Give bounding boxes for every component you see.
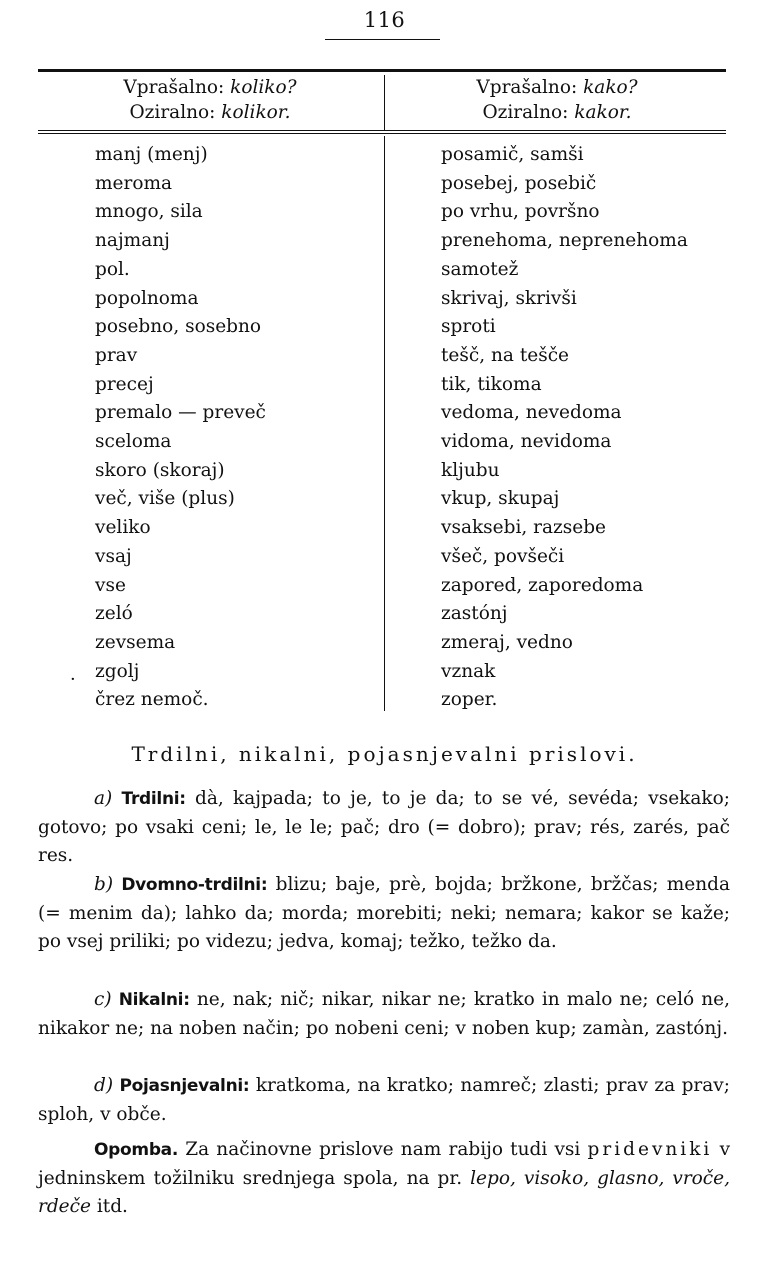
left-item: sceloma [95,431,172,453]
right-item: posamič, samši [441,144,584,165]
right-item: vkup, skupaj [441,488,560,510]
paragraph-b-text: blizu; baje, prè, bojda; bržkone, bržčas; menda (= menim da); lahko da; morda; morebiti; neki; nemara; kakor se kaže; po vsej priliki; po videzu; jedva, komaj; težko, težko da. [38,874,730,953]
marker-c: c) [94,989,112,1010]
right-header-word1: kako? [583,77,638,98]
table-header-rule-double [38,133,726,134]
term-opomba: Opomba. [94,1140,179,1160]
margin-dot: · [70,669,76,690]
paragraph-c-text: ne, nak; nič; nikar, nikar ne; kratko in malo ne; celó ne, nikakor ne; na noben način; po nobeni ceni; v noben kup; zamàn, zastónj. [38,989,730,1039]
left-item: pol. [95,258,130,280]
right-header-line2 [392,100,722,125]
left-item: črez nemoč. [95,689,209,711]
left-adverb-list [95,141,266,715]
left-item: posebno, sosebno [95,316,262,338]
right-item: kljubu [441,459,500,481]
left-item: veliko [95,517,151,539]
left-header-line2 [40,100,380,125]
right-item: vidoma, nevidoma [441,431,612,453]
paragraph-d [38,1072,730,1129]
term-nikalni: Nikalni: [118,990,190,1010]
right-header-label2: Oziralno: [482,102,569,123]
left-header-label1: Vprašalno: [123,77,225,98]
right-item: všeč, povšeči [441,545,565,567]
right-header-label1: Vprašalno: [476,77,578,98]
right-item: zmeraj, vedno [441,631,573,653]
right-item: tešč, na tešče [441,344,570,366]
right-item: posebej, posebič [441,172,597,194]
right-header-line1 [392,75,722,100]
table-column-divider [384,136,385,711]
marker-a: a) [94,788,113,809]
note-ending: itd. [96,1196,128,1218]
left-item: zgolj [95,660,140,682]
right-item: zastónj [441,603,508,625]
table-top-rule [38,69,726,72]
left-item: vsaj [95,545,132,567]
left-item: manj (menj) [95,144,208,165]
page-number-rule [325,39,440,40]
right-item: tik, tikoma [441,373,542,395]
right-item: zoper. [441,689,498,711]
note-examples: lepo, visoko, glasno, vroče, rdeče [38,1167,730,1218]
left-header-label2: Oziralno: [129,102,216,123]
right-item: vedoma, nevedoma [441,402,622,424]
left-item: precej [95,373,154,395]
paragraph-b [38,871,730,957]
section-title: Trdilni, nikalni, pojasnjevalni prislovi. [131,742,638,766]
note-spaced-word: pridevniki [587,1139,713,1160]
left-header-line1 [40,75,380,100]
note-text-after: v jedninskem tožilniku srednjega spola, na pr. [38,1139,731,1189]
paragraph-a-text: dà, kajpada; to je, to je da; to se vé, sevéda; vsekako; gotovo; po vsaki ceni; le, le le; pač; dro (= dobro); prav; rés, zarés, pač res. [38,788,730,867]
paragraph-c [38,986,730,1043]
right-item: zapored, zaporedoma [441,574,644,596]
left-item: najmanj [95,230,170,252]
right-item: vznak [441,660,496,682]
left-item: meroma [95,172,173,194]
term-dvomno-trdilni: Dvomno-trdilni: [121,875,268,895]
table-header-divider [384,75,385,130]
marker-d: d) [94,1075,114,1096]
right-item: vsaksebi, razsebe [441,517,607,539]
left-item: mnogo, sila [95,201,203,223]
left-column-header [40,75,380,125]
right-item: sproti [441,316,496,338]
left-header-word2: kolikor. [221,102,291,123]
right-item: skrivaj, skrivši [441,287,577,309]
left-item: zeló [95,603,133,625]
term-trdilni: Trdilni: [121,789,186,809]
right-adverb-list [441,141,688,715]
marker-b: b) [94,874,114,895]
left-item: skoro (skoraj) [95,459,225,481]
term-pojasnjevalni: Pojasnjevalni: [119,1076,250,1096]
paragraph-a [38,785,730,871]
paragraph-d-text: kratkoma, na kratko; namreč; zlasti; prav za prav; sploh, v obče. [38,1075,730,1125]
left-item: premalo — preveč [95,402,266,424]
left-item: prav [95,344,138,366]
right-item: po vrhu, površno [441,201,600,223]
left-item: zevsema [95,631,176,653]
right-column-header [392,75,722,125]
left-header-word1: koliko? [230,77,297,98]
left-item: vse [95,574,126,596]
left-item: popolnoma [95,287,199,309]
note-paragraph [38,1136,730,1222]
page-number: 116 [363,8,406,32]
right-header-word2: kakor. [574,102,632,123]
right-item: samotež [441,258,519,280]
table-header-rule [38,130,726,131]
right-item: prenehoma, neprenehoma [441,230,688,252]
note-text-before: Za načinovne prislove nam rabijo tudi vsi [185,1139,581,1160]
left-item: več, više (plus) [95,488,235,510]
